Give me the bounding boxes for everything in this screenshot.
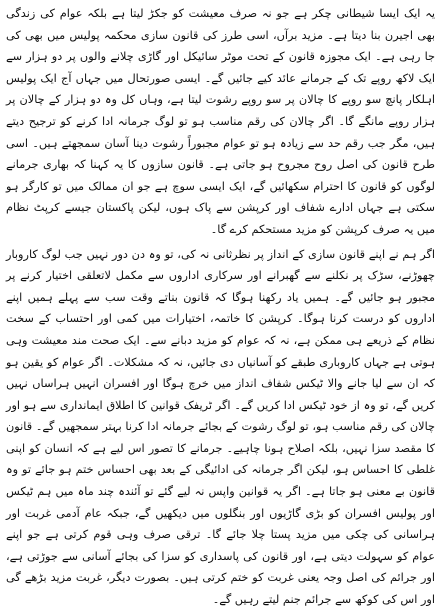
article-body: [6, 3, 435, 611]
article-paragraph-1: یہ ایک ایسا شیطانی چکر ہے جو نہ صرف معیشت کو جکڑ لیتا ہے بلکہ عوام کی زندگی بھی اجیرن بنا دیتا ہے۔ مزید برآں، اسی طرز کی قانون سازی محکمہ پولیس میں بھی کی جا رہی ہے۔ ایک مجوزہ قانون کے تحت موٹر سائیکل اور گاڑی چلانے والوں پر دو ہزار سے ایک لاکھ روپے تک کے جرمانے عائد کیے جائیں گے۔ ایسی صورتحال میں جہاں آج ایک پولیس اہلکار پانچ سو روپے کا چالان پر سو روپے رشوت لیتا ہے، وہاں کل وہ دو ہزار کے چالان پر ہزار روپے مانگے گا۔ اگر چالان کی رقم مناسب ہو تو لوگ جرمانہ ادا کرنے کو ترجیح دیتے ہیں، مگر جب رقم حد سے زیادہ ہو تو عوام مجبوراً رشوت دینا آسان سمجھتے ہیں۔ اسی طرح قانون کی اصل روح مجروح ہو جاتی ہے۔ قانون سازوں کا یہ کہنا کہ بھاری جرمانے لوگوں کو قانون کا احترام سکھائیں گے، ایک ایسی سوچ ہے جو ان ممالک میں تو کارگر ہو سکتی ہے جہاں ادارے شفاف اور کرپشن سے پاک ہوں، لیکن پاکستان جیسے کرپٹ نظام میں یہ صرف کرپشن کو مزید مستحکم کرے گا۔: [6, 7, 435, 236]
article-paragraph-2: اگر ہم نے اپنے قانون سازی کے انداز پر نظرثانی نہ کی، تو وہ دن دور نہیں جب لوگ کاروبار چھوڑنے، سڑک پر نکلنے سے گھبرانے اور سرکاری اداروں سے مکمل لاتعلقی اختیار کرنے پر مجبور ہو جائیں گے۔ ہمیں یاد رکھنا ہوگا کہ قانون بناتے وقت سب سے پہلے ہمیں اپنے اداروں کو درست کرنا ہوگا۔ کرپشن کا خاتمہ، اختیارات میں کمی اور احتساب کے سخت نظام کے ذریعے ہی ممکن ہے، نہ کہ عوام کو مزید دبانے سے۔ ایک صحت مند معیشت وہی ہوتی ہے جہاں کاروباری طبقے کو آسانیاں دی جائیں، نہ کہ مشکلات۔ اگر عوام کو یقین ہو کہ ان سے لیا جانے والا ٹیکس شفاف انداز میں خرچ ہوگا اور افسران انہیں ہراساں نہیں کریں گے، تو وہ از خود ٹیکس ادا کریں گے۔ اگر ٹریفک قوانین کا اطلاق ایمانداری سے ہو اور چالان کی رقم مناسب ہو، تو لوگ رشوت کے بجائے جرمانہ ادا کرنا بہتر سمجھیں گے۔ قانون کا مقصد سزا نہیں، بلکہ اصلاح ہونا چاہیے۔ جرمانے کا تصور اس لیے ہے کہ انسان کو اپنی غلطی کا احساس ہو، لیکن اگر جرمانہ کی ادائیگی کے بعد بھی احساس ختم ہو جائے تو وہ قانون بے معنی ہو جاتا ہے۔ اگر یہ قوانین واپس نہ لیے گئے تو آئندہ چند ماہ میں ہم ٹیکس اور پولیس افسران کو بڑی گاڑیوں اور بنگلوں میں دیکھیں گے، جبکہ عام آدمی غربت اور ہراسانی کی چکی میں مزید پستا چلا جائے گا۔ ترقی صرف وہی قوم کرتی ہے جو اپنے عوام کو سہولت دیتی ہے، اور قانون کی پاسداری کو سزا کی بجائے آسانی سے جوڑتی ہے، اور جرائم کی اصل وجہ یعنی غربت کو ختم کرتی ہیں۔ بصورت دیگر، غربت مزید بڑھے گی اور اس کی کوکھ سے جرائم جنم لیتے رہیں گے۔: [6, 247, 435, 607]
